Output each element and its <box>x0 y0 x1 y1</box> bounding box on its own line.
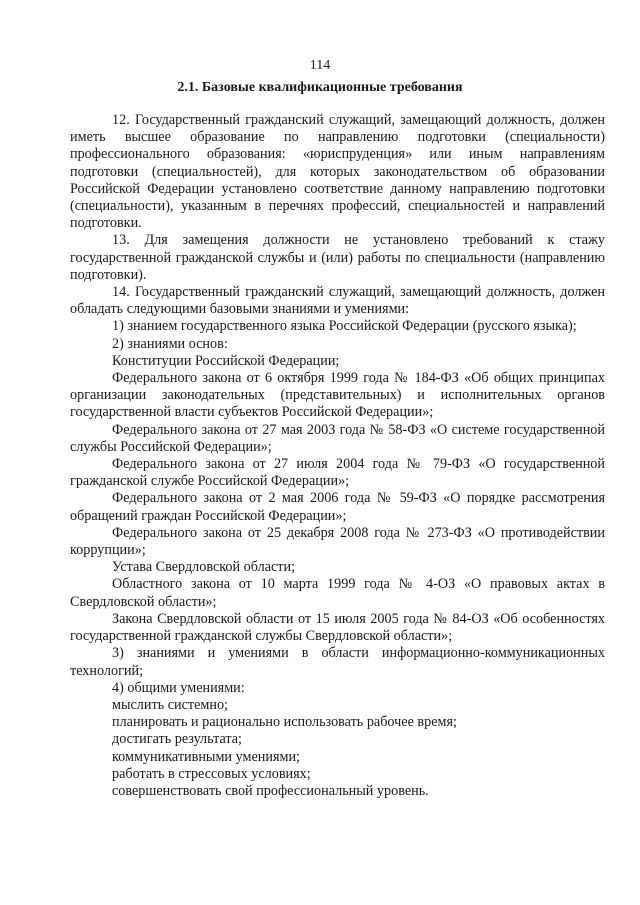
list-item: коммуникативными умениями; <box>112 748 300 765</box>
list-item: Конституции Российской Федерации; <box>112 352 340 369</box>
list-item: работать в стрессовых условиях; <box>112 765 311 782</box>
list-item: достигать результата; <box>112 731 242 748</box>
list-item: Федерального закона от 27 июля 2004 года № 79-ФЗ «О государственной гражданской службе Российской Федерации»; <box>70 456 605 490</box>
list-item: Устава Свердловской области; <box>112 559 296 576</box>
paragraph-12: 12. Государственный гражданский служащий, замещающий должность, должен иметь высшее образование по направлению подготовки (специальности) профессионального образования: «юриспруденция» или иным направлениям подготовки (специальностей), для которых законодательством об образовании Российской Федерации установлено соответствие данному направлению подготовки (специальности), указанным в перечнях профессий, специальностей и направлений подготовки. <box>70 112 605 232</box>
list-item: 4) общими умениями: <box>112 679 245 696</box>
list-item: Федерального закона от 2 мая 2006 года № 59-ФЗ «О порядке рассмотрения обращений граждан Российской Федерации»; <box>70 490 605 524</box>
list-item: 3) знаниями и умениями в области информационно-коммуникационных технологий; <box>70 645 605 679</box>
list-item: мыслить системно; <box>112 696 228 713</box>
paragraph-14: 14. Государственный гражданский служащий, замещающий должность, должен обладать следующими базовыми знаниями и умениями: <box>70 284 605 318</box>
list-item: Федерального закона от 25 декабря 2008 года № 273-ФЗ «О противодействии коррупции»; <box>70 524 605 559</box>
list-item: 1) знанием государственного языка Российской Федерации (русского языка); <box>112 318 577 335</box>
page-number: 114 <box>309 58 331 73</box>
list-item: планировать и рационально использовать рабочее время; <box>112 714 457 731</box>
list-item: совершенствовать свой профессиональный уровень. <box>112 782 429 799</box>
list-item: Областного закона от 10 марта 1999 года № 4-ОЗ «О правовых актах в Свердловской области»; <box>70 576 605 610</box>
list-item: Закона Свердловской области от 15 июля 2005 года № 84-ОЗ «Об особенностях государственной гражданской службы Свердловской области»; <box>70 610 605 645</box>
paragraph-13: 13. Для замещения должности не установлено требований к стажу государственной гражданской службы и (или) работы по специальности (направлению подготовки). <box>70 232 605 283</box>
list-item: Федерального закона от 6 октября 1999 года № 184-ФЗ «Об общих принципах организации законодательных (представительных) и исполнительных органов государственной власти субъектов Российской Федерации»; <box>70 370 605 421</box>
body-text <box>70 112 605 800</box>
list-item: Федерального закона от 27 мая 2003 года № 58-ФЗ «О системе государственной службы Российской Федерации»; <box>70 421 605 455</box>
list-item: 2) знаниями основ: <box>112 335 228 352</box>
section-heading: 2.1. Базовые квалификационные требования <box>177 80 463 95</box>
